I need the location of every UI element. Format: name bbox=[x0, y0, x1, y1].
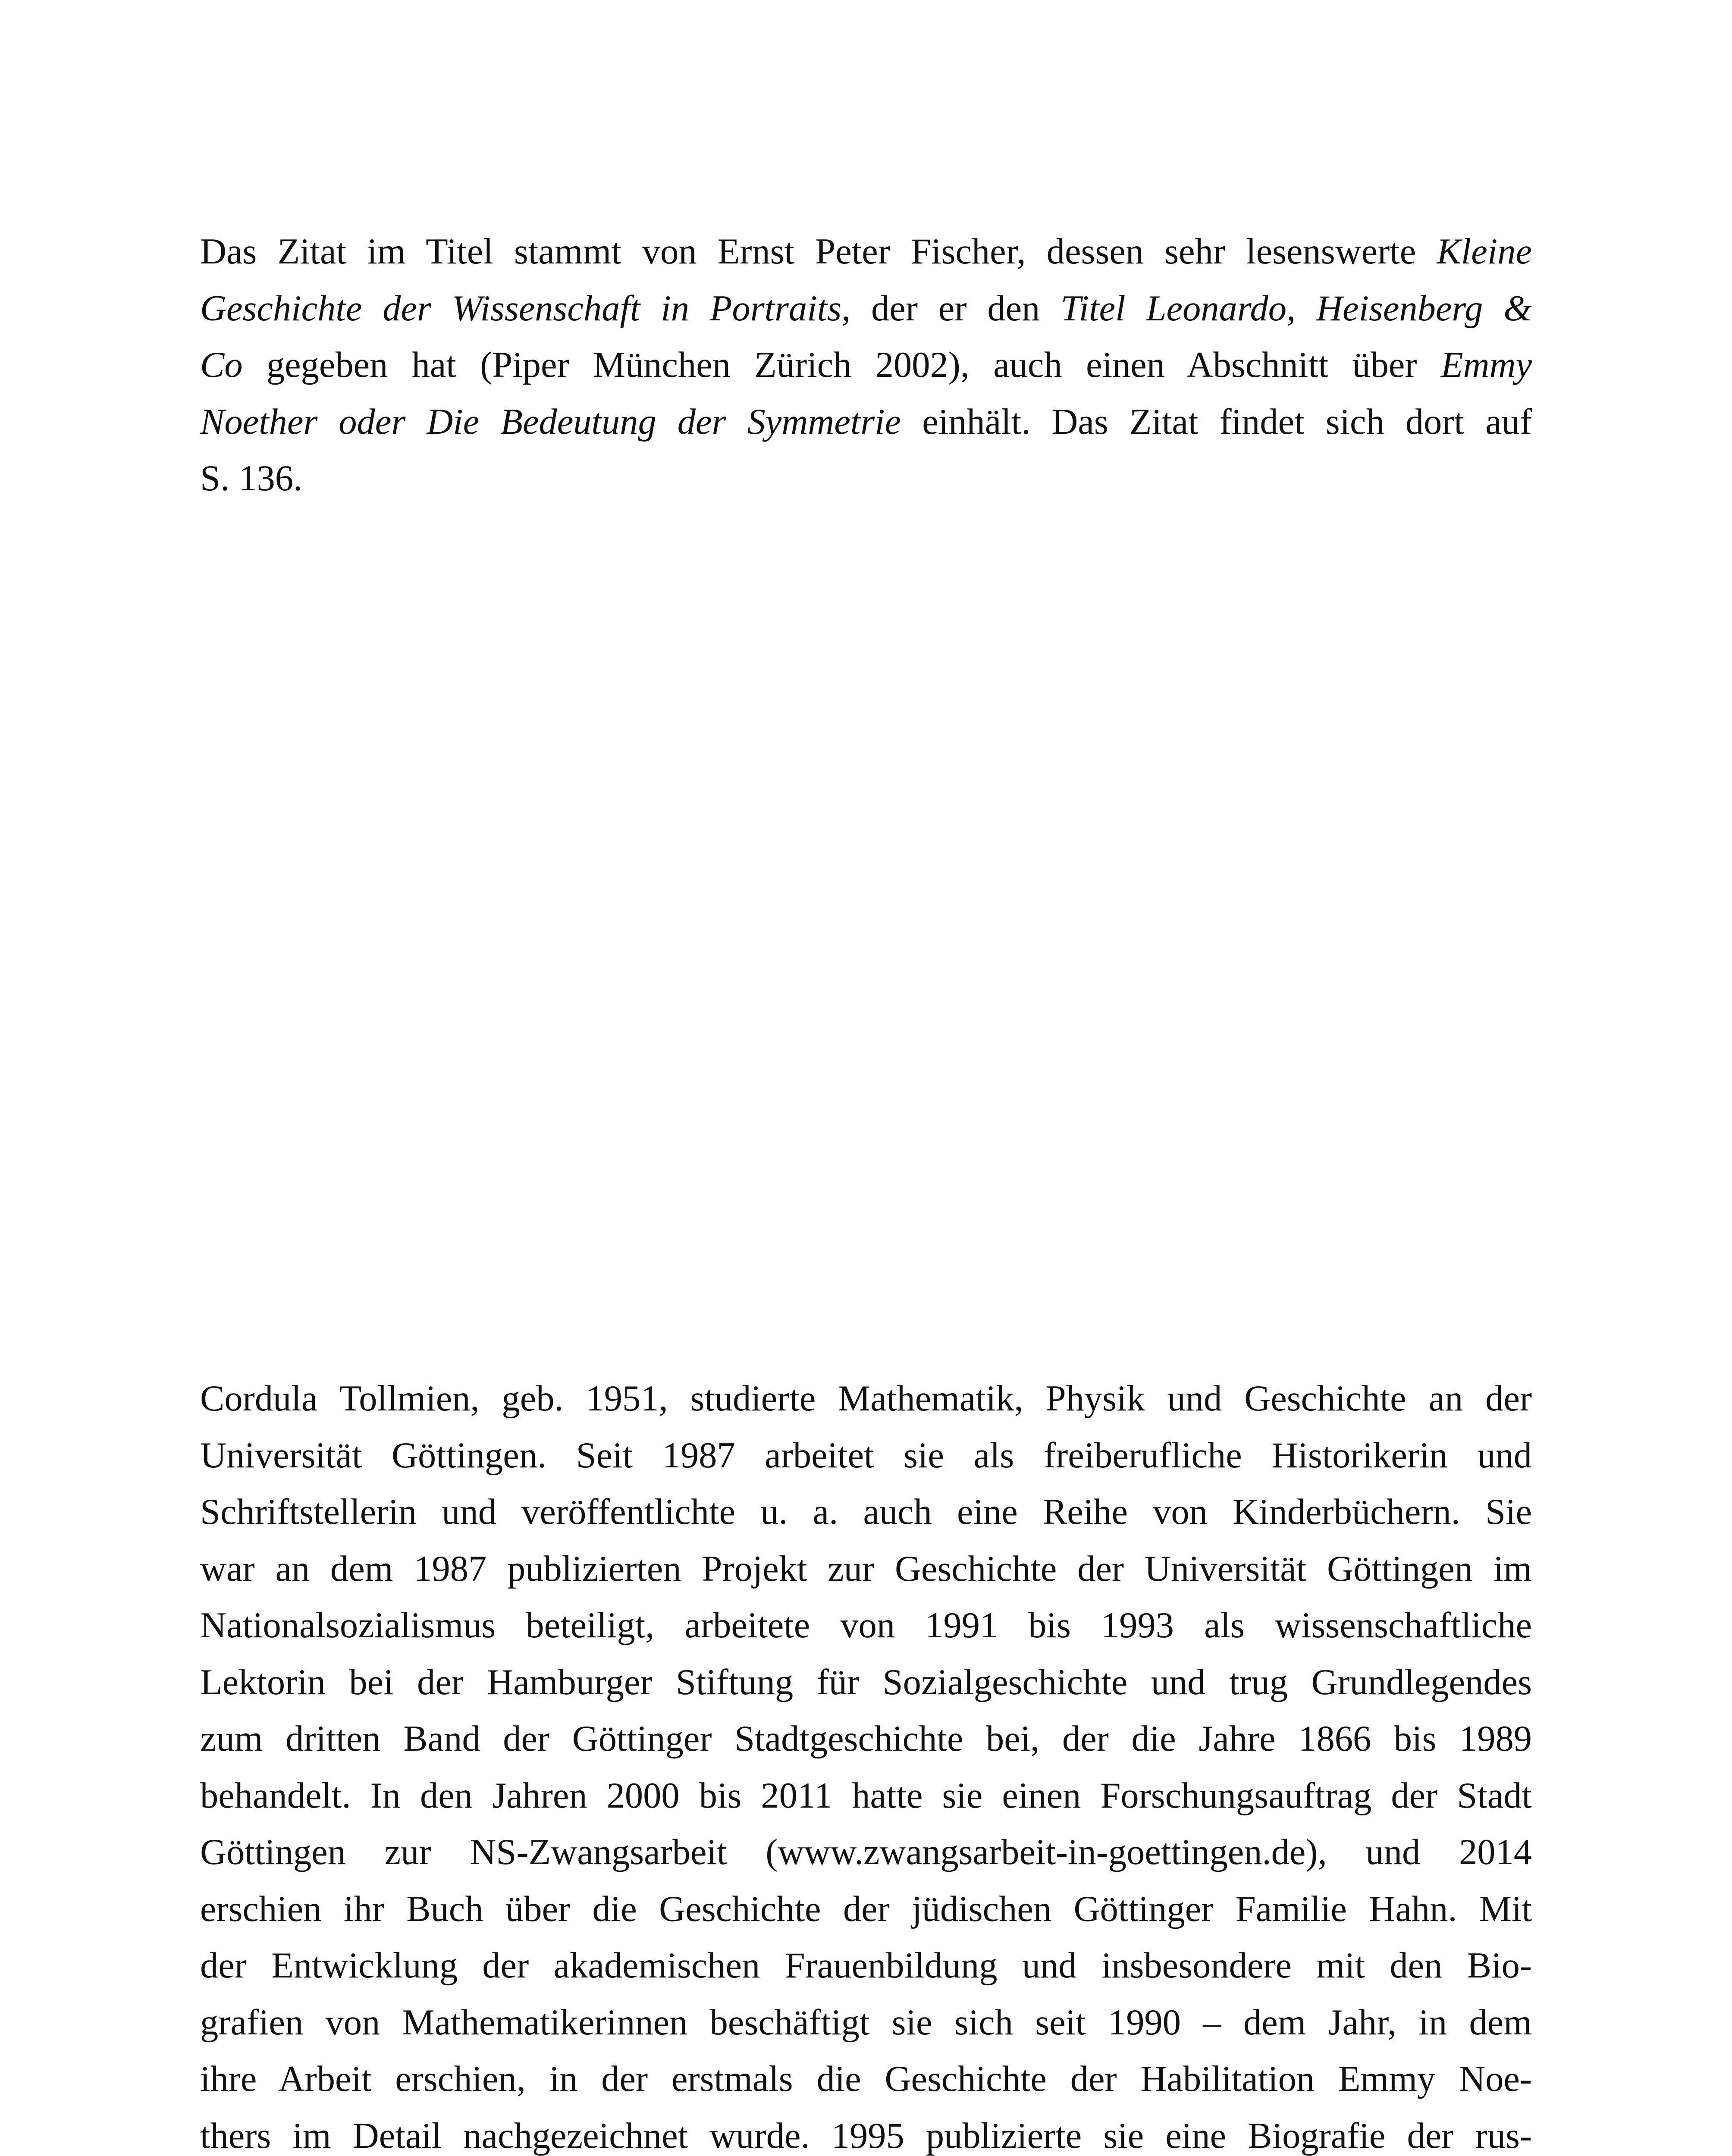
note-italic-text: Titel Leonardo, Heisenberg & bbox=[1061, 288, 1532, 329]
note-text: gegeben hat (Piper München Zürich 2002), auch einen Abschnitt über bbox=[242, 345, 1441, 385]
note-italic-text: Emmy bbox=[1440, 345, 1532, 385]
note-line bbox=[200, 450, 1532, 507]
bio-line: war an dem 1987 publizierten Projekt zur Geschichte der Universität Göttingen im bbox=[200, 1548, 1532, 1589]
note-italic-text: Geschichte der Wissenschaft in Portraits, bbox=[200, 288, 851, 329]
note-italic-text: Co bbox=[200, 345, 243, 385]
bio-line: der Entwicklung der akademischen Frauenbildung und insbesondere mit den Bio- bbox=[200, 1946, 1532, 1986]
bio-line: grafien von Mathematikerinnen beschäftigt sie sich seit 1990 – dem Jahr, in dem bbox=[200, 2002, 1532, 2043]
author-bio bbox=[200, 1370, 1532, 2156]
note-line bbox=[200, 223, 1532, 280]
note-text: Das Zitat im Titel stammt von Ernst Peter Fischer, dessen sehr lesenswerte bbox=[200, 232, 1437, 272]
note-italic-text: Kleine bbox=[1437, 232, 1532, 272]
source-note bbox=[200, 223, 1532, 507]
bio-line: Schriftstellerin und veröffentlichte u. a. auch eine Reihe von Kinderbüchern. Sie bbox=[200, 1492, 1532, 1532]
bio-line: thers im Detail nachgezeichnet wurde. 1995 publizierte sie eine Biografie der rus- bbox=[200, 2115, 1532, 2156]
bio-line: Lektorin bei der Hamburger Stiftung für Sozialgeschichte und trug Grundlegendes bbox=[200, 1662, 1532, 1702]
note-italic-text: Noether oder Die Bedeutung der Symmetrie bbox=[200, 401, 901, 442]
bio-line: Nationalsozialismus beteiligt, arbeitete von 1991 bis 1993 als wissenschaftliche bbox=[200, 1605, 1532, 1645]
bio-line: Cordula Tollmien, geb. 1951, studierte Mathematik, Physik und Geschichte an der bbox=[200, 1379, 1532, 1419]
note-line bbox=[200, 394, 1532, 451]
bio-line: Göttingen zur NS-Zwangsarbeit (www.zwangsarbeit-in-goettingen.de), und 2014 bbox=[200, 1832, 1532, 1872]
bio-line: zum dritten Band der Göttinger Stadtgeschichte bei, der die Jahre 1866 bis 1989 bbox=[200, 1719, 1532, 1759]
bio-line: erschien ihr Buch über die Geschichte der jüdischen Göttinger Familie Hahn. Mit bbox=[200, 1889, 1532, 1929]
note-line bbox=[200, 337, 1532, 394]
note-text: einhält. Das Zitat findet sich dort auf bbox=[901, 401, 1532, 442]
note-line bbox=[200, 280, 1532, 337]
bio-line: behandelt. In den Jahren 2000 bis 2011 hatte sie einen Forschungsauftrag der Stadt bbox=[200, 1775, 1532, 1816]
bio-line: ihre Arbeit erschien, in der erstmals die Geschichte der Habilitation Emmy Noe- bbox=[200, 2059, 1532, 2099]
note-text: S. 136. bbox=[200, 458, 303, 498]
bio-line: Universität Göttingen. Seit 1987 arbeitet sie als freiberufliche Historikerin und bbox=[200, 1435, 1532, 1476]
note-text: der er den bbox=[850, 288, 1061, 329]
